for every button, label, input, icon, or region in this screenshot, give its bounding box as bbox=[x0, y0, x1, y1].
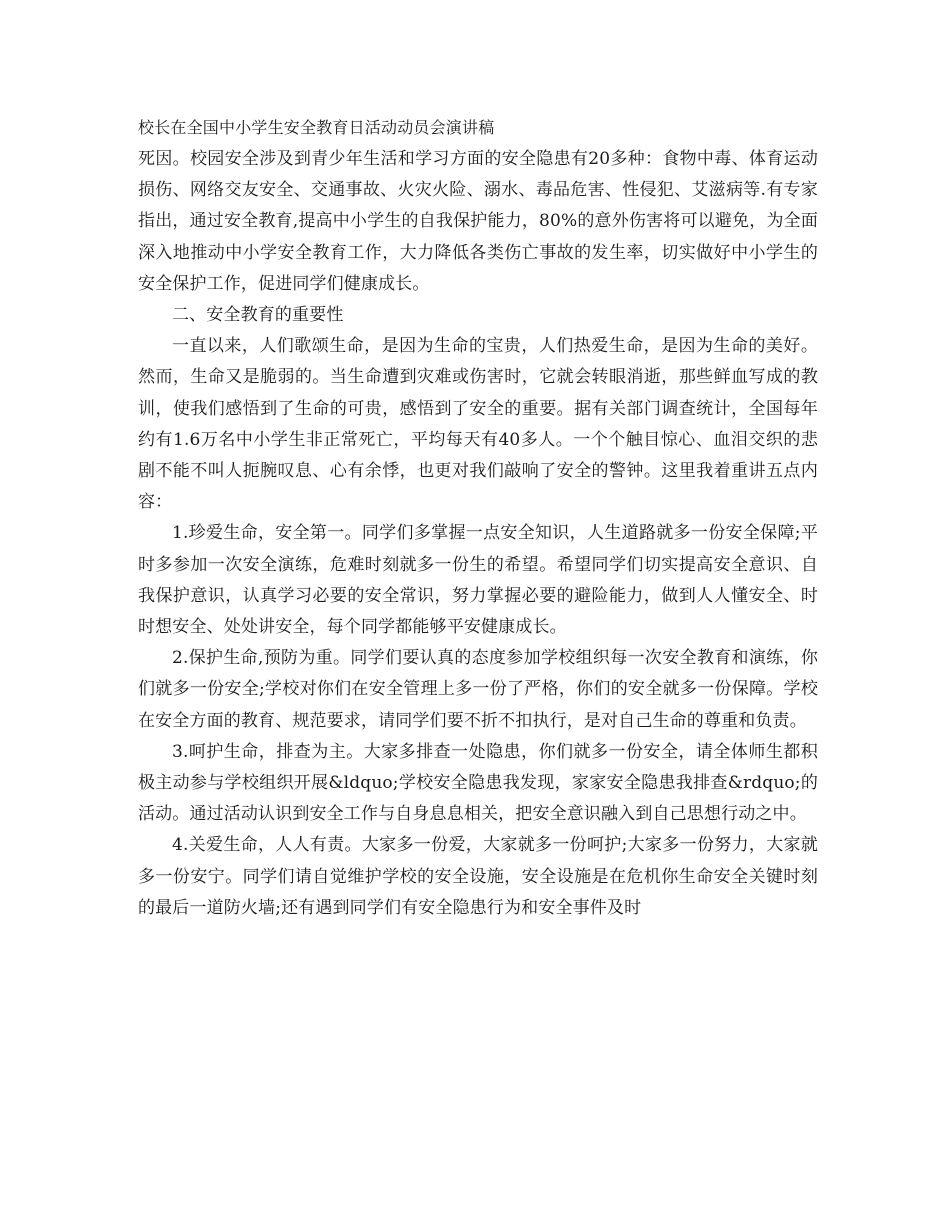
paragraph-point-3: 3.呵护生命，排查为主。大家多排查一处隐患，你们就多一份安全，请全体师生都积极主动参与学校组织开展&ldquo;学校安全隐患我发现，家家安全隐患我排查&rdquo;的活动。通过活动认识到安全工作与自身息息相关，把安全意识融入到自己思想行动之中。 bbox=[138, 741, 818, 825]
section-heading-importance: 二、安全教育的重要性 bbox=[172, 305, 344, 326]
paragraph-importance: 一直以来，人们歌颂生命，是因为生命的宝贵，人们热爱生命，是因为生命的美好。然而，生命又是脆弱的。当生命遭到灾难或伤害时，它就会转眼消逝，那些鲜血写成的教训，使我们感悟到了生命的可贵，感悟到了安全的重要。据有关部门调查统计，全国每年约有1.6万名中小学生非正常死亡，平均每天有40多人。一个个触目惊心、血泪交织的悲剧不能不叫人扼腕叹息、心有余悸，也更对我们敲响了安全的警钟。这里我着重讲五点内容： bbox=[138, 336, 818, 513]
paragraph-point-1: 1.珍爱生命，安全第一。同学们多掌握一点安全知识，人生道路就多一份安全保障;平时多参加一次安全演练，危难时刻就多一份生的希望。希望同学们切实提高安全意识、自我保护意识，认真学习必要的安全常识，努力掌握必要的避险能力，做到人人懂安全、时时想安全、处处讲安全，每个同学都能够平安健康成长。 bbox=[138, 523, 818, 638]
paragraph-point-2: 2.保护生命,预防为重。同学们要认真的态度参加学校组织每一次安全教育和演练，你们就多一份安全;学校对你们在安全管理上多一份了严格，你们的安全就多一份保障。学校在安全方面的教育、规范要求，请同学们要不折不扣执行，是对自己生命的尊重和负责。 bbox=[138, 648, 818, 731]
paragraph-intro: 死因。校园安全涉及到青少年生活和学习方面的安全隐患有20多种：食物中毒、体育运动损伤、网络交友安全、交通事故、火灾火险、溺水、毒品危害、性侵犯、艾滋病等.有专家指出，通过安全教育,提高中小学生的自我保护能力，80%的意外伤害将可以避免，为全面深入地推动中小学安全教育工作，大力降低各类伤亡事故的发生率，切实做好中小学生的安全保护工作，促进同学们健康成长。 bbox=[138, 149, 818, 294]
document-title: 校长在全国中小学生安全教育日活动动员会演讲稿 bbox=[138, 118, 495, 137]
paragraph-point-4: 4.关爱生命，人人有责。大家多一份爱，大家就多一份呵护;大家多一份努力，大家就多一份安宁。同学们请自觉维护学校的安全设施，安全设施是在危机你生命安全关键时刻的最后一道防火墙;还有遇到同学们有安全隐患行为和安全事件及时 bbox=[138, 835, 818, 918]
document-page bbox=[138, 112, 818, 924]
